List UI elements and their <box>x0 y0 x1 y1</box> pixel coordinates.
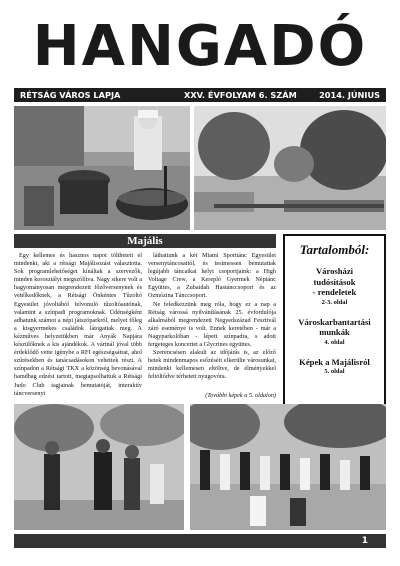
photo-dance-performance <box>190 404 386 530</box>
contents-item-label: Képek a Majálisról <box>299 356 370 367</box>
contents-item-label: tudósítások <box>313 276 356 287</box>
article-column-2 <box>148 252 276 392</box>
contents-item-page: 4. oldal <box>324 338 345 346</box>
contents-item-page: 5. oldal <box>324 368 345 375</box>
footer-bar <box>14 534 386 548</box>
contents-title: Tartalomból: <box>299 242 370 257</box>
article-paragraph: Szerencsésen alakult az időjárás is, az előző hetek mindenmapos esőzéséit elkerülte városunkat, mindenki kellemesen eltöltve, de élményekkel feltöltődve térhetett nyugovóra. <box>148 349 276 381</box>
article-column-1 <box>14 252 142 398</box>
contents-item-label: munkák <box>319 327 350 337</box>
contents-item-label: - rendeletek <box>312 287 357 297</box>
masthead <box>14 12 386 86</box>
page-number: 1 <box>361 536 368 546</box>
contents-item-label: Városkarbantartási <box>298 316 371 327</box>
header-bar <box>14 88 386 102</box>
contents-item-label: Városházi <box>315 266 354 276</box>
newspaper-title: HANGADÓ <box>32 14 368 79</box>
publication-subtitle: RÉTSÁG VÁROS LAPJA <box>20 90 121 100</box>
issue-date: 2014. JÚNIUS <box>319 90 380 100</box>
volume-issue: XXV. ÉVFOLYAM 6. SZÁM <box>184 90 297 100</box>
article-paragraph: láthattunk a két Miami Sporttánc Egyesület versenytáncosaitól, és testmessen bemutattak legújabb táncaikat helyi csoportjaink: a High Voltage Crew, a Kerepló Gyermek Néptánc Együttes, a Zubaidah Hastánccsoport és az Ozmózina Tánccsoport. <box>148 252 276 300</box>
continuation-note: (További képek a 5. oldalon) <box>205 392 276 399</box>
contents-box <box>283 234 386 408</box>
article-paragraph: Ne feledkezzünk meg róla, hogy ez a nap a Rétság várossá nyilvánításának 25. évfordulója alkalmából megrendezett Negyedszázad Fesztivál záró eseménye is volt. Ennek keretében - már a Nagyparkolóban - lépett színpadra, s adott fergeteges koncertet a Glycrines együttes. <box>148 300 276 349</box>
article-paragraph: Egy kellemes és hasznos napot tölthetett el mindenki, aki a rétsági Majálisozást választotta. Sok programlehetőséget kínáltak a szervezők, minden korosztályt megszólítva. Nagy sikere volt a hagyományosan megrendezett főzőversenynek és vetélkedőknek, a Rétsági Önkéntes Tűzoltó Egyesület jóvoltából felvonuló tűzoltóautónak, valamint a színpadi programoknak. Üdénségként adhatunk számot a népi játszóparkról, melyet főleg a kisgyermekes családok látogattak meg. A kézműves helyzetükben már Anyák Napjára készülőknek a kis ajándékok. A vártnál jóval több érdeklődő vette igénybe a RFI egészségsátrat, ahol szűrésekben és tanácsadásokon vehettek részt. A színpadon a Rétsági TKX a közönség bevonásával hamdbag edzést tartott, megtapsolhattuk a Rétsági Judo Club tagjainak bemutatóját, interaktív táncversenyt <box>14 252 142 397</box>
article-title: Majális <box>14 234 276 248</box>
contents-item[interactable] <box>285 357 384 377</box>
contents-item-page: 2-3. oldal <box>321 298 348 306</box>
contents-item[interactable] <box>285 317 384 347</box>
photo-people-at-event <box>14 404 184 530</box>
contents-item[interactable] <box>285 266 384 307</box>
photo-park-crowd <box>194 106 386 230</box>
photo-cooking-contest <box>14 106 190 230</box>
